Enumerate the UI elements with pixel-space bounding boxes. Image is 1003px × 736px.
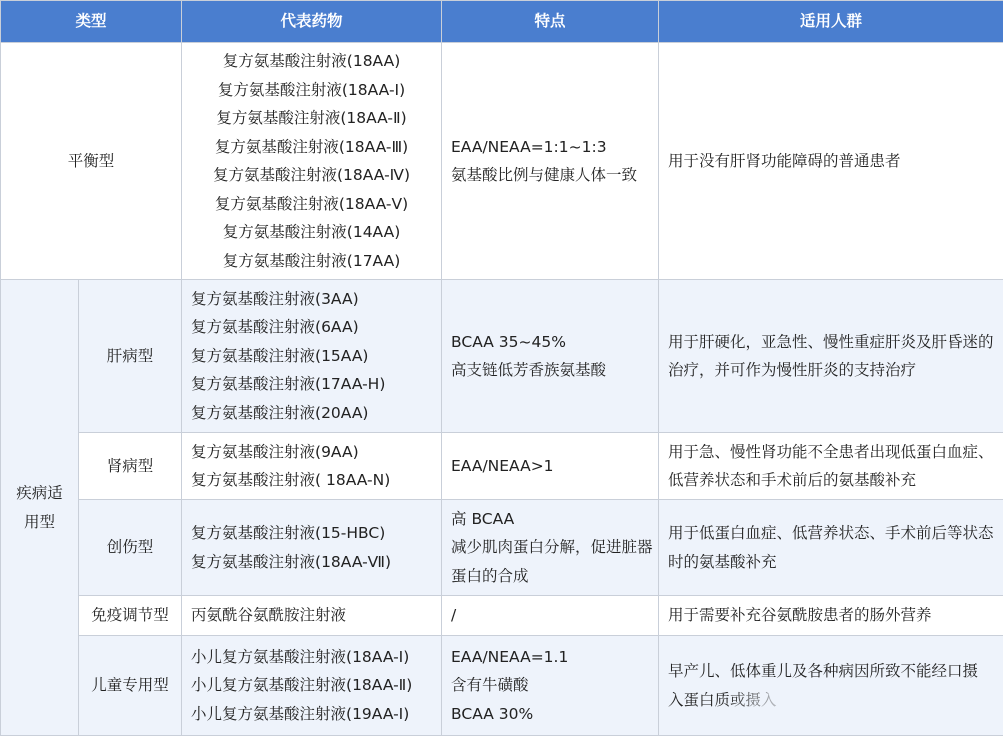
group-disease-label: 疾病适用型 <box>16 479 63 536</box>
drug-item: 复方氨基酸注射液(17AA) <box>182 247 441 276</box>
header-population: 适用人群 <box>659 1 1003 43</box>
feature-item: EAA/NEAA=1:1~1:3 <box>451 133 658 162</box>
row-kidney <box>1 433 1003 500</box>
drug-item: 复方氨基酸注射液(9AA) <box>191 438 441 467</box>
feature-item: 氨基酸比例与健康人体一致 <box>451 161 658 190</box>
feature-item: 高 BCAA <box>451 505 658 534</box>
features-kidney <box>442 433 659 500</box>
drug-item: 复方氨基酸注射液(15AA) <box>191 342 441 371</box>
header-drugs: 代表药物 <box>182 1 442 43</box>
drugs-immune <box>182 596 442 636</box>
feature-item: EAA/NEAA=1.1 <box>451 643 658 672</box>
type-trauma: 创伤型 <box>79 500 182 596</box>
row-liver <box>1 280 1003 433</box>
population-line-faded: 入蛋白质或摄入 <box>668 686 777 715</box>
drug-item: 复方氨基酸注射液(17AA-H) <box>191 370 441 399</box>
drug-item: 复方氨基酸注射液(3AA) <box>191 285 441 314</box>
drug-item: 小儿复方氨基酸注射液(18AA-Ⅱ) <box>191 671 441 700</box>
features-trauma <box>442 500 659 596</box>
feature-item: 减少肌肉蛋白分解，促进脏器蛋白的合成 <box>451 533 658 590</box>
drug-item: 复方氨基酸注射液(18AA-Ⅳ) <box>182 161 441 190</box>
row-trauma <box>1 500 1003 596</box>
feature-item: EAA/NEAA>1 <box>451 452 658 481</box>
drug-item: 小儿复方氨基酸注射液(18AA-Ⅰ) <box>191 643 441 672</box>
feature-item: / <box>451 601 658 630</box>
header-features: 特点 <box>442 1 659 43</box>
group-disease <box>1 280 79 736</box>
population-line: 早产儿、低体重儿及各种病因所致不能经口摄 <box>668 657 997 686</box>
type-balanced: 平衡型 <box>1 43 182 280</box>
drug-item: 复方氨基酸注射液(14AA) <box>182 218 441 247</box>
features-child <box>442 636 659 736</box>
row-child <box>1 636 1003 736</box>
features-liver <box>442 280 659 433</box>
feature-item: BCAA 35~45% <box>451 328 658 357</box>
features-immune <box>442 596 659 636</box>
drug-item: 小儿复方氨基酸注射液(19AA-Ⅰ) <box>191 700 441 729</box>
drug-item: 复方氨基酸注射液(18AA-Ⅰ) <box>182 76 441 105</box>
drug-item: 复方氨基酸注射液(18AA-Ⅴ) <box>182 190 441 219</box>
header-row <box>1 1 1003 43</box>
drug-item: 复方氨基酸注射液(6AA) <box>191 313 441 342</box>
feature-item: 含有牛磺酸 <box>451 671 658 700</box>
row-balanced <box>1 43 1003 280</box>
feature-item: BCAA 30% <box>451 700 658 729</box>
row-immune <box>1 596 1003 636</box>
population-immune: 用于需要补充谷氨酰胺患者的肠外营养 <box>659 596 1003 636</box>
drugs-kidney <box>182 433 442 500</box>
type-liver: 肝病型 <box>79 280 182 433</box>
population-child <box>659 636 1003 736</box>
drugs-trauma <box>182 500 442 596</box>
population-kidney: 用于急、慢性肾功能不全患者出现低蛋白血症、低营养状态和手术前后的氨基酸补充 <box>659 433 1003 500</box>
drug-item: 复方氨基酸注射液(20AA) <box>191 399 441 428</box>
feature-item: 高支链低芳香族氨基酸 <box>451 356 658 385</box>
type-kidney: 肾病型 <box>79 433 182 500</box>
type-child: 儿童专用型 <box>79 636 182 736</box>
population-trauma: 用于低蛋白血症、低营养状态、手术前后等状态时的氨基酸补充 <box>659 500 1003 596</box>
drug-item: 丙氨酰谷氨酰胺注射液 <box>191 601 441 630</box>
drugs-balanced <box>182 43 442 280</box>
drug-item: 复方氨基酸注射液(15-HBC) <box>191 519 441 548</box>
drug-item: 复方氨基酸注射液(18AA-Ⅲ) <box>182 133 441 162</box>
population-liver: 用于肝硬化，亚急性、慢性重症肝炎及肝昏迷的治疗，并可作为慢性肝炎的支持治疗 <box>659 280 1003 433</box>
population-balanced: 用于没有肝肾功能障碍的普通患者 <box>659 43 1003 280</box>
type-immune: 免疫调节型 <box>79 596 182 636</box>
drug-item: 复方氨基酸注射液(18AA-Ⅶ) <box>191 548 441 577</box>
drugs-liver <box>182 280 442 433</box>
drug-item: 复方氨基酸注射液(18AA) <box>182 47 441 76</box>
features-balanced <box>442 43 659 280</box>
drug-item: 复方氨基酸注射液( 18AA-N) <box>191 466 441 495</box>
drug-item: 复方氨基酸注射液(18AA-Ⅱ) <box>182 104 441 133</box>
header-type: 类型 <box>1 1 182 43</box>
drugs-child <box>182 636 442 736</box>
